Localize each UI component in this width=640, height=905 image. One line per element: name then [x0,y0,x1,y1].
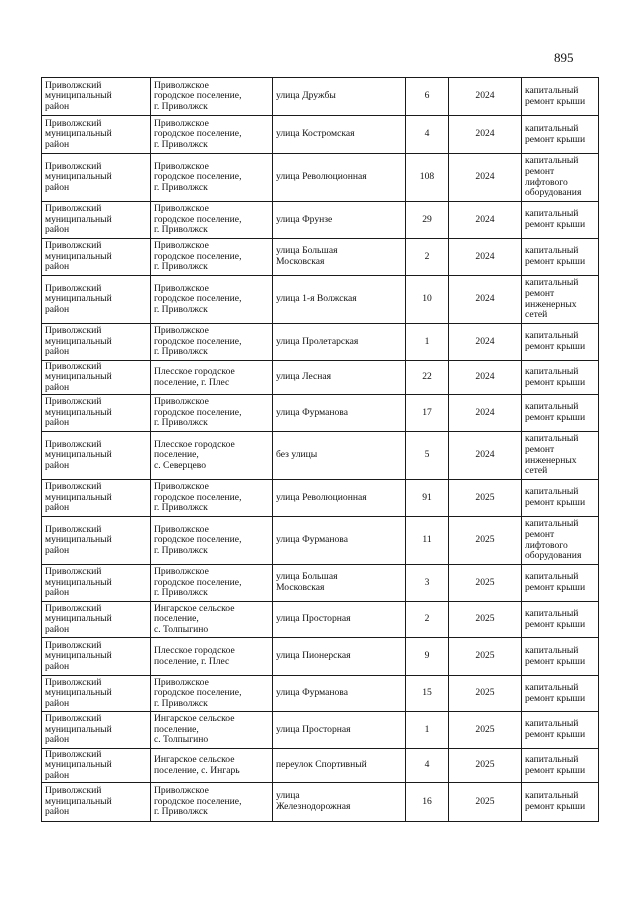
district-cell: Приволжский муниципальный район [42,202,151,239]
settlement-cell: Приволжское городское поселение, г. Приволжск [151,480,273,517]
year-cell: 2024 [449,78,522,116]
district-cell: Приволжский муниципальный район [42,565,151,602]
page-number: 895 [554,50,574,65]
house-number-cell: 22 [406,361,449,395]
street-cell: улица 1-я Волжская [273,276,406,324]
house-number-cell: 108 [406,154,449,202]
work-type-cell: капитальный ремонт крыши [522,202,599,239]
year-cell: 2024 [449,361,522,395]
settlement-cell: Плесское городское поселение, с. Северцево [151,432,273,480]
house-number-cell: 91 [406,480,449,517]
work-type-cell: капитальный ремонт лифтового оборудования [522,154,599,202]
house-number-cell: 11 [406,517,449,565]
street-cell: переулок Спортивный [273,749,406,783]
street-cell: улица Фурманова [273,395,406,432]
year-cell: 2024 [449,239,522,276]
year-cell: 2025 [449,783,522,822]
house-number-cell: 3 [406,565,449,602]
work-type-cell: капитальный ремонт инженерных сетей [522,432,599,480]
work-type-cell: капитальный ремонт крыши [522,712,599,749]
table-row [42,154,599,202]
district-cell: Приволжский муниципальный район [42,395,151,432]
district-cell: Приволжский муниципальный район [42,783,151,822]
house-number-cell: 17 [406,395,449,432]
street-cell: улица Лесная [273,361,406,395]
settlement-cell: Приволжское городское поселение, г. Приволжск [151,324,273,361]
district-cell: Приволжский муниципальный район [42,517,151,565]
settlement-cell: Ингарское сельское поселение, с. Толпыгино [151,712,273,749]
district-cell: Приволжский муниципальный район [42,676,151,712]
street-cell: улица Дружбы [273,78,406,116]
street-cell: улица Фурманова [273,676,406,712]
year-cell: 2024 [449,432,522,480]
year-cell: 2025 [449,676,522,712]
settlement-cell: Приволжское городское поселение, г. Приволжск [151,565,273,602]
settlement-cell: Приволжское городское поселение, г. Приволжск [151,78,273,116]
district-cell: Приволжский муниципальный район [42,116,151,154]
street-cell: улица Просторная [273,602,406,638]
street-cell: улица Пролетарская [273,324,406,361]
district-cell: Приволжский муниципальный район [42,239,151,276]
settlement-cell: Приволжское городское поселение, г. Приволжск [151,239,273,276]
table-row [42,676,599,712]
table-row [42,78,599,116]
table-row [42,361,599,395]
district-cell: Приволжский муниципальный район [42,324,151,361]
settlement-cell: Плесское городское поселение, г. Плес [151,361,273,395]
table-row [42,712,599,749]
settlement-cell: Приволжское городское поселение, г. Приволжск [151,517,273,565]
street-cell: улица Революционная [273,154,406,202]
district-cell: Приволжский муниципальный район [42,480,151,517]
house-number-cell: 5 [406,432,449,480]
table-row [42,638,599,676]
table-row [42,202,599,239]
house-number-cell: 2 [406,602,449,638]
year-cell: 2024 [449,116,522,154]
street-cell: улица Фурманова [273,517,406,565]
work-type-cell: капитальный ремонт крыши [522,783,599,822]
work-type-cell: капитальный ремонт крыши [522,749,599,783]
house-number-cell: 15 [406,676,449,712]
house-number-cell: 2 [406,239,449,276]
work-type-cell: капитальный ремонт крыши [522,480,599,517]
settlement-cell: Приволжское городское поселение, г. Приволжск [151,395,273,432]
work-type-cell: капитальный ремонт крыши [522,116,599,154]
house-number-cell: 4 [406,116,449,154]
table-row [42,602,599,638]
house-number-cell: 4 [406,749,449,783]
street-cell: улица Просторная [273,712,406,749]
district-cell: Приволжский муниципальный район [42,276,151,324]
street-cell: улица Большая Московская [273,239,406,276]
work-type-cell: капитальный ремонт крыши [522,239,599,276]
work-type-cell: капитальный ремонт крыши [522,602,599,638]
table-row [42,517,599,565]
settlement-cell: Ингарское сельское поселение, с. Толпыгино [151,602,273,638]
work-type-cell: капитальный ремонт крыши [522,638,599,676]
house-number-cell: 9 [406,638,449,676]
work-type-cell: капитальный ремонт крыши [522,395,599,432]
district-cell: Приволжский муниципальный район [42,361,151,395]
house-number-cell: 29 [406,202,449,239]
table-row [42,432,599,480]
house-number-cell: 10 [406,276,449,324]
house-number-cell: 1 [406,712,449,749]
year-cell: 2024 [449,154,522,202]
district-cell: Приволжский муниципальный район [42,432,151,480]
street-cell: улица Фрунзе [273,202,406,239]
work-type-cell: капитальный ремонт крыши [522,676,599,712]
settlement-cell: Плесское городское поселение, г. Плес [151,638,273,676]
district-cell: Приволжский муниципальный район [42,638,151,676]
district-cell: Приволжский муниципальный район [42,602,151,638]
table-row [42,749,599,783]
year-cell: 2024 [449,202,522,239]
table-row [42,324,599,361]
table-row [42,565,599,602]
district-cell: Приволжский муниципальный район [42,154,151,202]
work-type-cell: капитальный ремонт крыши [522,565,599,602]
district-cell: Приволжский муниципальный район [42,712,151,749]
table-row [42,395,599,432]
work-type-cell: капитальный ремонт лифтового оборудования [522,517,599,565]
work-type-cell: капитальный ремонт крыши [522,78,599,116]
street-cell: улица Костромская [273,116,406,154]
year-cell: 2025 [449,712,522,749]
house-number-cell: 16 [406,783,449,822]
year-cell: 2025 [449,602,522,638]
street-cell: без улицы [273,432,406,480]
street-cell: улица Железнодорожная [273,783,406,822]
table-row [42,116,599,154]
table-row [42,239,599,276]
year-cell: 2025 [449,517,522,565]
year-cell: 2024 [449,276,522,324]
year-cell: 2025 [449,749,522,783]
house-number-cell: 1 [406,324,449,361]
settlement-cell: Приволжское городское поселение, г. Приволжск [151,783,273,822]
settlement-cell: Ингарское сельское поселение, с. Ингарь [151,749,273,783]
street-cell: улица Большая Московская [273,565,406,602]
table-row [42,480,599,517]
work-type-cell: капитальный ремонт крыши [522,324,599,361]
table-row [42,276,599,324]
year-cell: 2024 [449,324,522,361]
settlement-cell: Приволжское городское поселение, г. Приволжск [151,202,273,239]
street-cell: улица Революционная [273,480,406,517]
year-cell: 2024 [449,395,522,432]
year-cell: 2025 [449,638,522,676]
settlement-cell: Приволжское городское поселение, г. Приволжск [151,276,273,324]
settlement-cell: Приволжское городское поселение, г. Приволжск [151,676,273,712]
repair-schedule-table [41,77,599,822]
table-row [42,783,599,822]
street-cell: улица Пионерская [273,638,406,676]
year-cell: 2025 [449,480,522,517]
settlement-cell: Приволжское городское поселение, г. Приволжск [151,154,273,202]
house-number-cell: 6 [406,78,449,116]
settlement-cell: Приволжское городское поселение, г. Приволжск [151,116,273,154]
district-cell: Приволжский муниципальный район [42,749,151,783]
district-cell: Приволжский муниципальный район [42,78,151,116]
year-cell: 2025 [449,565,522,602]
work-type-cell: капитальный ремонт крыши [522,361,599,395]
work-type-cell: капитальный ремонт инженерных сетей [522,276,599,324]
